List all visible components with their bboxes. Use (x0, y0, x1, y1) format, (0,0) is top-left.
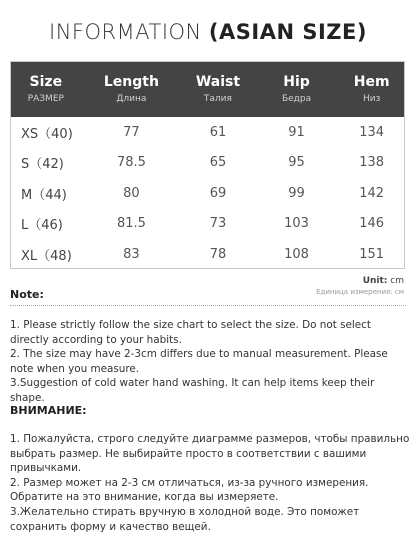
cell-size: XL（48) (21, 248, 72, 264)
cell-waist: 61 (209, 124, 227, 140)
unit-label-value: cm (390, 276, 404, 286)
vnimanie-line: 2. Размер может на 2-3 см отличаться, из-за ручного измерения. Обратите на это внимание, когда вы измеряете. (10, 476, 369, 504)
vnimanie-heading: ВНИМАНИЕ: (10, 404, 87, 417)
cell-length: 80 (123, 185, 140, 201)
vnimanie-line: 1. Пожалуйста, строго следуйте диаграмме размеров, чтобы правильно выбрать размер. Не выбирайте просто в соответствии с вашими привычками. (10, 433, 410, 475)
title-bold-text: (ASIAN SIZE) (208, 20, 367, 44)
cell-size: M（44) (21, 187, 67, 203)
cell-waist: 69 (209, 185, 227, 201)
header-waist-ru: Талия (203, 94, 232, 104)
cell-hip: 91 (288, 124, 305, 140)
cell-hip: 99 (288, 185, 305, 201)
header-size (11, 62, 81, 117)
note-divider (10, 305, 406, 306)
header-hip-en: Hip (283, 74, 310, 90)
title-light-text: INFORMATION (49, 20, 209, 44)
unit-label (363, 276, 404, 286)
cell-hem: 146 (359, 216, 385, 232)
header-size-ru: РАЗМЕР (27, 94, 64, 104)
vnimanie-body (10, 432, 410, 534)
cell-size: L（46) (21, 218, 63, 234)
table-row (11, 209, 404, 240)
vnimanie-line: 3.Желательно стирать вручную в холодной воде. Это поможет сохранить форму и качество вещей. (10, 505, 360, 533)
note-heading: Note: (10, 288, 44, 301)
cell-hip: 108 (284, 246, 309, 262)
header-length (81, 62, 182, 117)
table-row (11, 117, 404, 148)
header-hip (254, 62, 340, 117)
cell-length: 78.5 (116, 155, 146, 171)
cell-waist: 78 (209, 246, 227, 262)
header-hem-ru: Низ (362, 94, 381, 104)
header-length-ru: Длина (116, 94, 147, 104)
table-header (11, 62, 404, 117)
cell-waist: 73 (209, 216, 227, 232)
header-hem-en: Hem (353, 74, 390, 90)
unit-label-ru: Единица измерения: см (316, 288, 404, 296)
table-row (11, 148, 404, 179)
page-title (0, 20, 416, 44)
cell-length: 77 (123, 124, 140, 140)
header-waist-en: Waist (195, 74, 241, 90)
cell-hem: 134 (359, 124, 385, 140)
cell-hip: 95 (288, 155, 305, 171)
cell-length: 83 (123, 246, 140, 262)
note-line: 2. The size may have 2-3cm differs due to manual measurement. Please note when you measure. (10, 348, 388, 375)
cell-size: XS（40) (21, 126, 73, 142)
unit-label-key: Unit: (362, 276, 388, 286)
cell-hip: 103 (284, 216, 309, 232)
header-hem (339, 62, 404, 117)
cell-hem: 138 (359, 155, 385, 171)
cell-size: S（42) (21, 157, 64, 173)
cell-length: 81.5 (116, 216, 146, 232)
header-length-en: Length (103, 74, 159, 90)
header-waist (182, 62, 254, 117)
note-line: 3.Suggestion of cold water hand washing. It can help items keep their shape. (10, 377, 375, 404)
header-hip-ru: Бедра (281, 94, 312, 104)
table-row (11, 239, 404, 270)
cell-hem: 142 (359, 185, 385, 201)
size-table (10, 61, 405, 269)
header-size-en: Size (29, 74, 63, 90)
table-row (11, 178, 404, 209)
note-body (10, 318, 410, 406)
cell-hem: 151 (359, 246, 385, 262)
cell-waist: 65 (209, 155, 227, 171)
note-line: 1. Please strictly follow the size chart to select the size. Do not select directly according to your habits. (10, 319, 371, 346)
